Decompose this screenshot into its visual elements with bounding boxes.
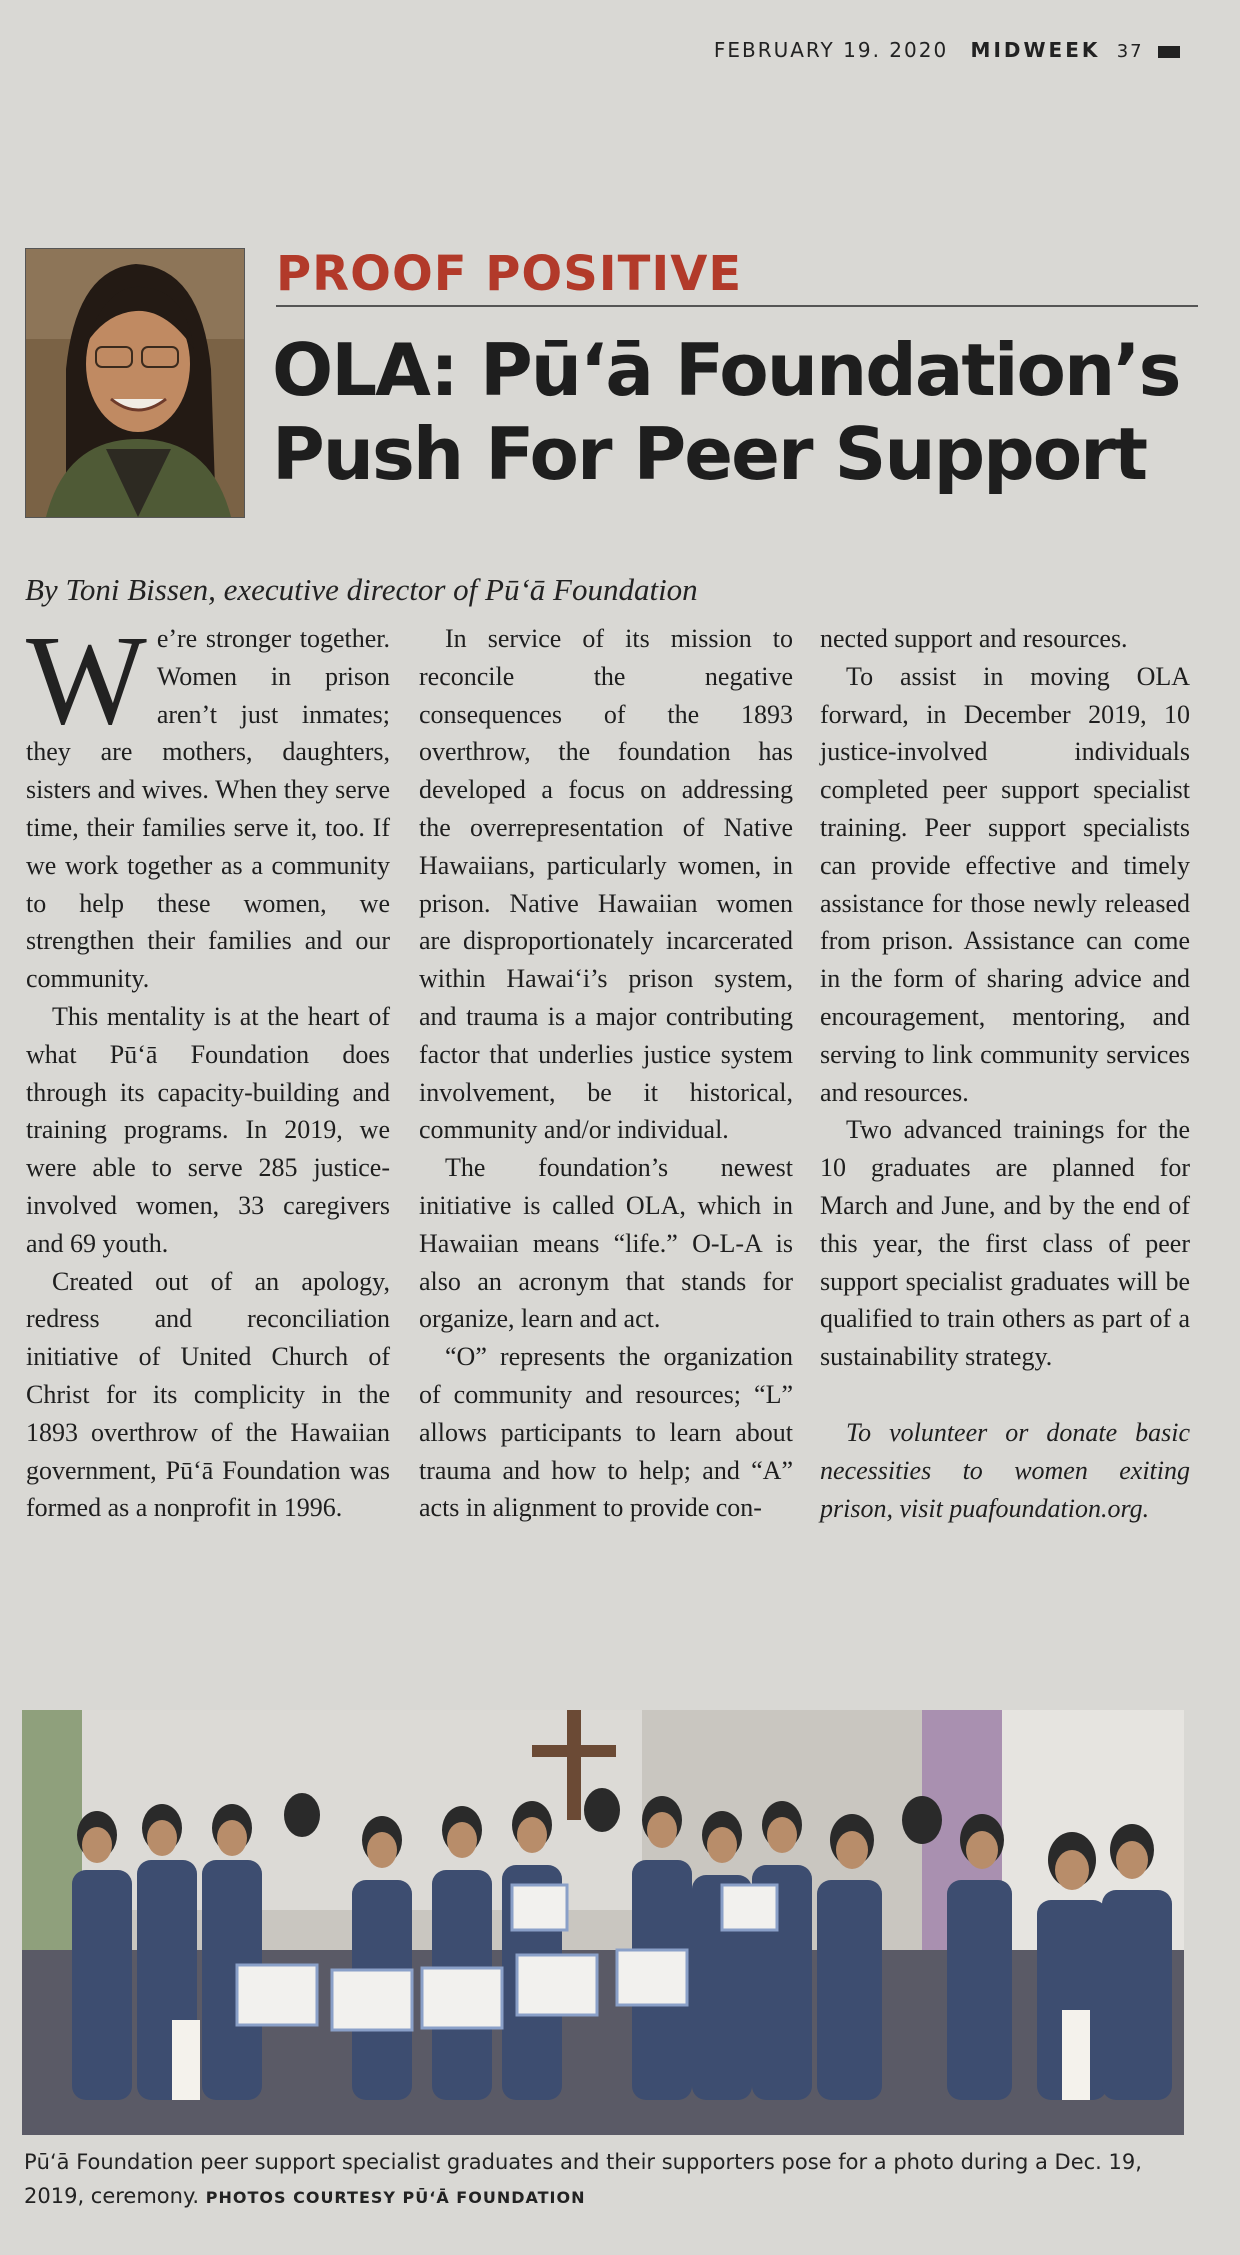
page-marker: [1158, 46, 1180, 58]
article-headline: [272, 328, 1202, 496]
page-header: [714, 38, 1180, 62]
group-photo: [22, 1710, 1184, 2135]
article-column-1: [26, 609, 390, 1527]
article-column-3: [820, 620, 1190, 1527]
paragraph-6-part-2: nected support and resources.: [820, 624, 1128, 653]
headline-line-1: OLA: Pū‘ā Foundation’s: [272, 328, 1180, 412]
paragraph-6-part-1: “O” represents the organization of community and resources; “L” allows participants to learn about trauma and how to help; and “A” acts in alignment to provide con-: [419, 1342, 793, 1523]
kicker-divider: [276, 305, 1198, 307]
paragraph-5: The foundation’s newest initiative is called OLA, which in Hawaiian means “life.” O-L-A is also an acronym that stands for organize, learn and act.: [419, 1153, 793, 1334]
page-number: 37: [1116, 41, 1144, 62]
author-portrait: [25, 248, 245, 518]
paragraph-7: To assist in moving OLA forward, in December 2019, 10 justice-involved individuals completed peer support specialist training. Peer support specialists can provide effective and timely assistance for those newly released from prison. Assistance can come in the form of sharing advice and encouragement, mentoring, and serving to link community services and resources.: [820, 661, 1190, 1107]
paragraph-1-text: e’re stronger together. Women in prison aren’t just inmates; they are mothers, daughters, sisters and wives. When they serve time, their families serve it, too. If we work together as a community to help these women, we strengthen their families and our community.: [26, 624, 390, 994]
paragraph-1: [26, 609, 390, 998]
paragraph-2: This mentality is at the heart of what Pū‘ā Foundation does through its capacity-building and training programs. In 2019, we were able to serve 285 justice-involved women, 33 caregivers and 69 youth.: [26, 1001, 390, 1258]
issue-date: FEBRUARY 19. 2020: [713, 38, 949, 62]
headline-line-2: Push For Peer Support: [272, 412, 1147, 496]
caption-text: Pū‘ā Foundation peer support specialist graduates and their supporters pose for a photo during a Dec. 19, 2019, ceremony.: [24, 2150, 1142, 2208]
byline: By Toni Bissen, executive director of Pū‘ā Foundation: [25, 572, 698, 607]
article-kicker: PROOF POSITIVE: [276, 246, 743, 302]
closing-note: To volunteer or donate basic necessities to women exiting prison, visit puafoundation.org.: [820, 1417, 1190, 1523]
publication-name: MIDWEEK: [970, 38, 1101, 62]
paragraph-4: In service of its mission to reconcile the negative consequences of the 1893 overthrow, the foundation has developed a focus on addressing the overrepresentation of Native Hawaiians, particularly women, in prison. Native Hawaiian women are disproportionately incarcerated within Hawai‘i’s prison system, and trauma is a major contributing factor that underlies justice system involvement, be it historical, community and/or individual.: [419, 624, 793, 1145]
paragraph-3: Created out of an apology, redress and reconciliation initiative of United Church of Christ for its complicity in the 1893 overthrow of the Hawaiian government, Pū‘ā Foundation was formed as a nonprofit in 1996.: [26, 1266, 390, 1523]
photo-credit: PHOTOS COURTESY PŪ‘Ā FOUNDATION: [205, 2188, 586, 2207]
photo-caption: [24, 2145, 1194, 2215]
drop-cap: W: [26, 609, 147, 751]
paragraph-8: Two advanced trainings for the 10 graduates are planned for March and June, and by the end of this year, the first class of peer support specialist graduates will be qualified to train others as part of a sustainability strategy.: [820, 1115, 1190, 1372]
article-column-2: [419, 620, 793, 1527]
